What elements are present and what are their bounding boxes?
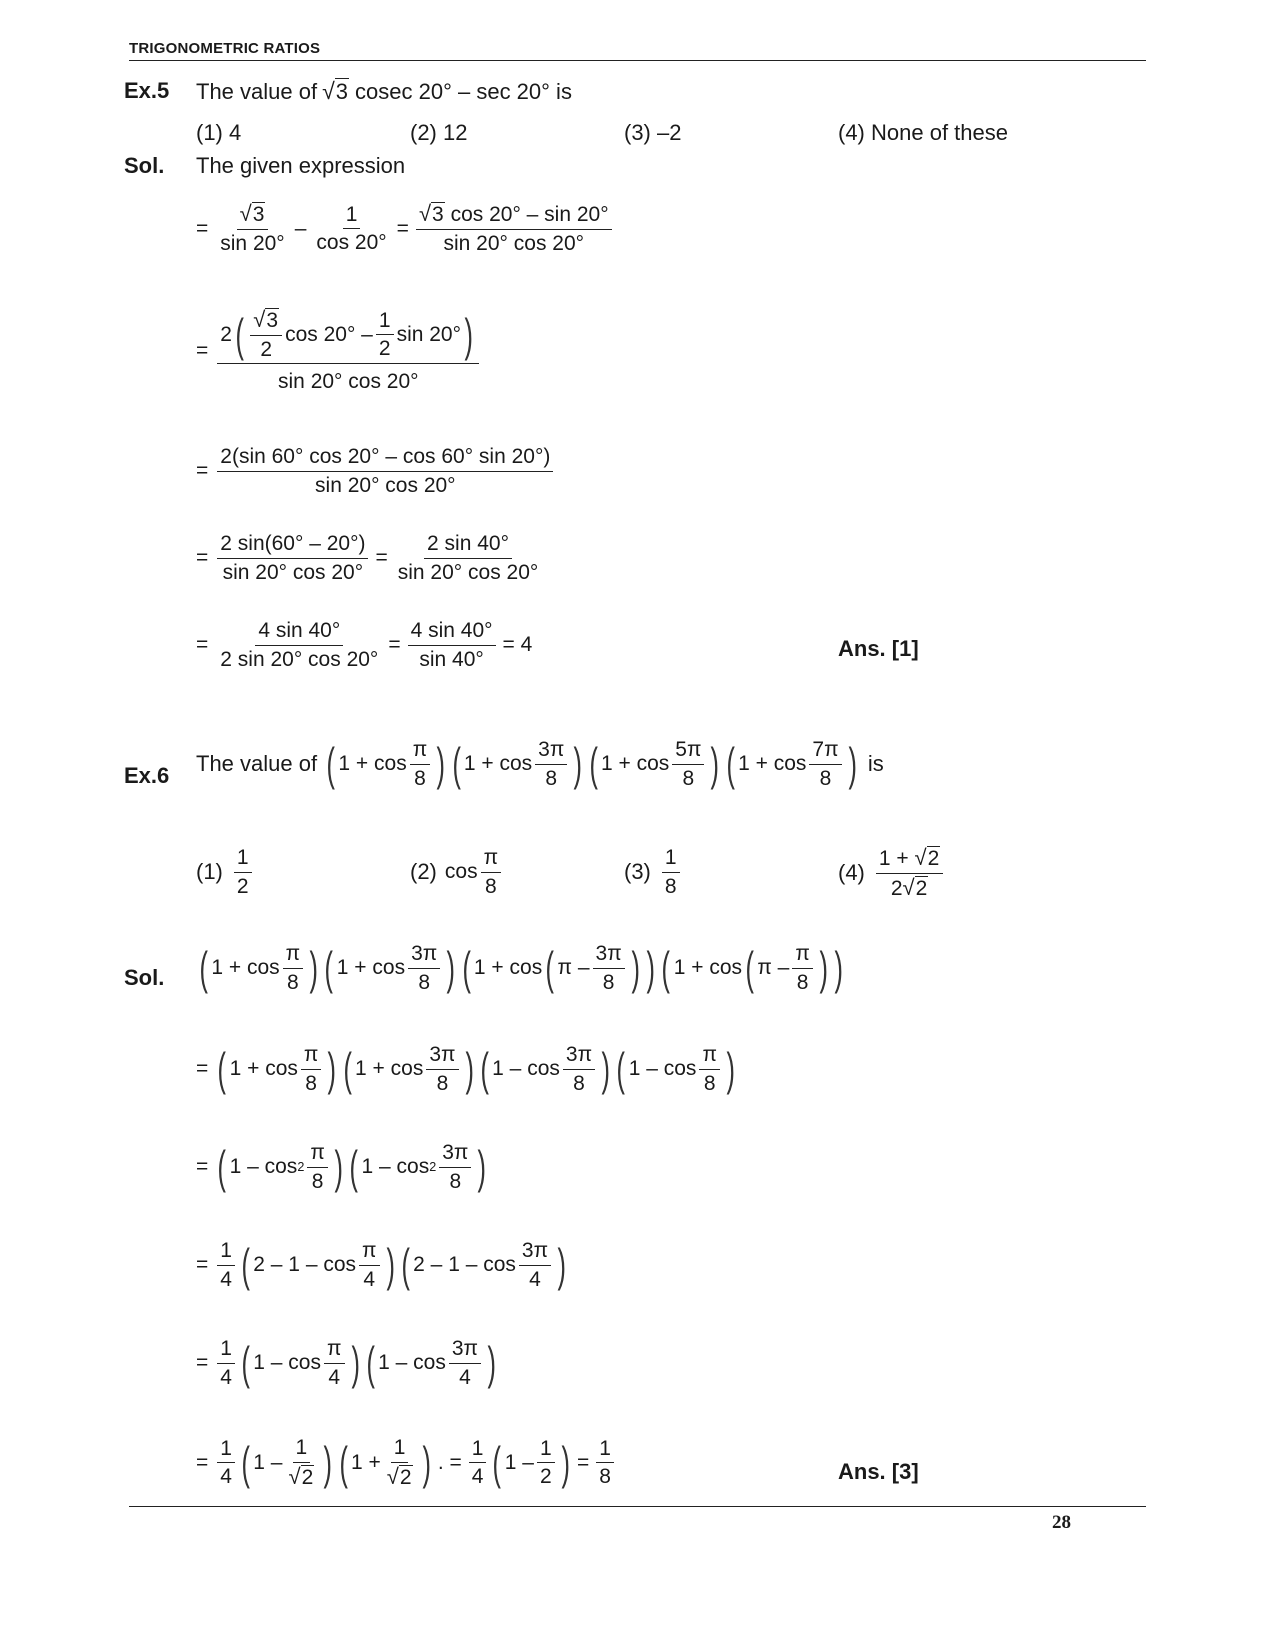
ex5-option-4: (4) None of these [838, 120, 1008, 145]
ex5-question-prefix: The value of [196, 78, 318, 104]
ex6-step-1: ( 1 + cos π 8 ) ( 1 + cos 3π 8 ) ( 1 + cos ( π – 3π 8 ) ) ( 1 + cos ( π – π 8 ) ) [199, 942, 844, 995]
ex5-question [196, 78, 572, 105]
ex6-step-6: = $\frac{1}{4}$ ( 1 – 1 √ 2 ) ( 1 + 1 √ 2 ) . = $\frac{1}{4}$ ( 1 – 1 2 ) = $\frac{1}{8}$ [196, 1436, 617, 1489]
ex6-question: The value of ( 1 + cos π 8 ) ( 1 + cos 3π 8 ) ( 1 + cos 5π 8 ) ( 1 + cos 7π 8 ) is [196, 738, 884, 791]
ex6-step-4: = $\frac{1}{4}$ ( 2 – 1 – cos π 4 ) ( 2 – 1 – cos 3π 4 ) [196, 1239, 566, 1292]
ex5-sol-intro: The given expression [196, 153, 406, 178]
header-rule [129, 60, 1146, 61]
page-header-title: TRIGONOMETRIC RATIOS [129, 40, 321, 57]
ex6-option-2: (2) cos π 8 [410, 846, 504, 898]
ex5-option-1: (1) 4 [196, 120, 242, 145]
ex6-answer: Ans. [3] [838, 1459, 919, 1484]
ex5-step-3: = $\frac{2(\sin 60^\circ \cos 20^\circ - \cos 60^\circ \sin 20^\circ)}{\sin 20^\circ \cos 20^\circ}$ [196, 445, 556, 497]
ex6-option-4: (4) 1 + √ 2 2 √ 2 [838, 846, 946, 900]
page-number: 28 [1052, 1512, 1071, 1533]
ex6-label: Ex.6 [124, 763, 170, 788]
footer-rule [129, 1506, 1146, 1507]
ex5-step-4: = $\frac{2 \sin(60^\circ - 20^\circ)}{\sin 20^\circ \cos 20^\circ}$ = $\frac{2 \sin 40^\circ}{\sin 20^\circ \cos 20^\circ}$ [196, 532, 539, 584]
ex6-question-prefix: The value of [196, 751, 318, 777]
ex5-question-suffix: cosec 20° – sec 20° is [355, 78, 572, 104]
ex5-sol-label: Sol. [124, 153, 165, 178]
ex6-step-5: = $\frac{1}{4}$ ( 1 – cos π 4 ) ( 1 – cos 3π 4 ) [196, 1337, 496, 1390]
ex5-step-5: = $\frac{4 \sin 40^\circ}{2 \sin 20^\circ \cos 20^\circ}$ = $\frac{4 \sin 40^\circ}{\sin 40^\circ}$ = 4 [196, 619, 533, 671]
ex6-step-2: = ( 1 + cos π 8 ) ( 1 + cos 3π 8 ) ( 1 – cos 3π 8 ) ( 1 – cos π 8 ) [196, 1043, 735, 1096]
ex6-option-3: (3) 1 8 [624, 846, 683, 898]
ex5-option-3: (3) –2 [624, 120, 682, 145]
ex5-step-2: = 2 ( √ 3 2 cos 20° – 1 2 sin 20° ) sin 20° cos 20° [196, 308, 482, 394]
ex5-answer: Ans. [1] [838, 636, 919, 661]
ex5-step-1: = √ 3 sin 20° – $\frac{1}{\cos 20^\circ}$ = √ 3 cos 20° – sin 20° sin 20° cos 20° [196, 202, 615, 255]
ex6-step-3: = ( 1 – cos 2 π 8 ) ( 1 – cos 2 3π 8 ) [196, 1141, 487, 1194]
ex5-label: Ex.5 [124, 78, 170, 103]
ex6-question-suffix: is [867, 751, 884, 777]
ex6-option-1: (1) 1 2 [196, 846, 255, 898]
sqrt3-term: √ 3 [322, 78, 349, 104]
ex5-option-2: (2) 12 [410, 120, 468, 145]
ex6-sol-label: Sol. [124, 965, 165, 990]
